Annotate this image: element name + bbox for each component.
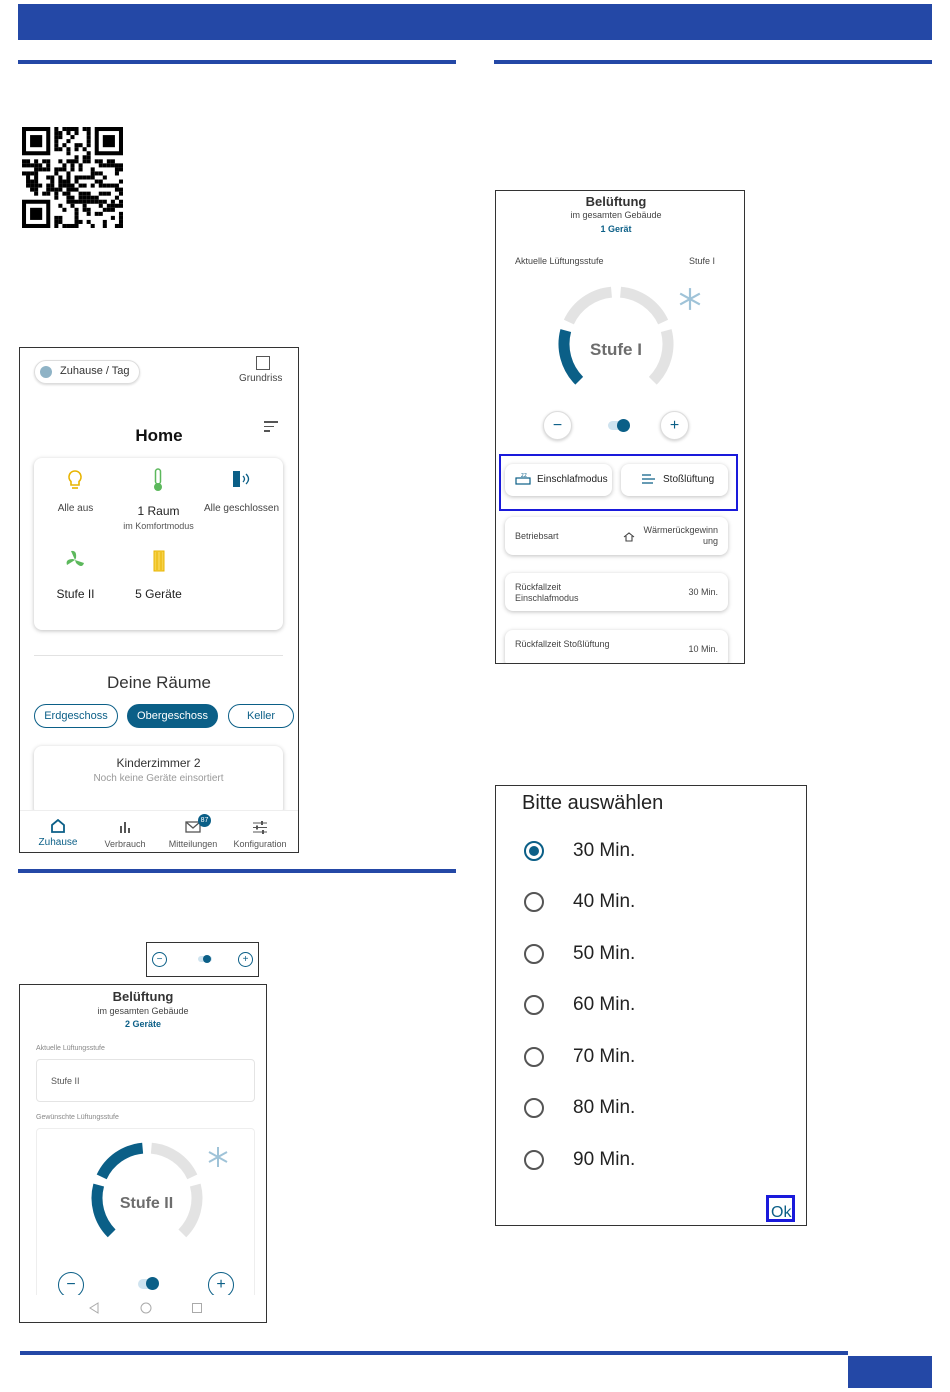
footer-rule	[20, 1351, 848, 1355]
radio-button[interactable]	[524, 1098, 544, 1118]
section-rule	[494, 60, 932, 64]
dial-label: Stufe I	[590, 340, 642, 359]
minus-button[interactable]: −	[152, 952, 167, 967]
setting-value: 10 Min.	[688, 644, 718, 654]
option-label[interactable]: 90 Min.	[573, 1149, 636, 1170]
option-label[interactable]: 40 Min.	[573, 891, 636, 912]
room-card[interactable]	[34, 746, 283, 816]
nav-label: Mitteilungen	[168, 839, 218, 849]
sliders-icon	[252, 821, 268, 834]
dial-segment	[569, 292, 612, 322]
current-level-value: Stufe II	[51, 1076, 80, 1086]
qr-code	[22, 127, 123, 228]
radio-button[interactable]	[524, 1047, 544, 1067]
time-picker-dialog	[495, 785, 807, 1226]
floor-chip-obergeschoss[interactable]: Obergeschoss	[127, 704, 218, 728]
floorplan-label[interactable]: Grundriss	[239, 373, 283, 384]
bottom-nav	[20, 810, 298, 853]
home-circle-icon[interactable]	[140, 1302, 152, 1314]
tile-label: Stufe II	[56, 587, 95, 601]
dialog-title: Bitte auswählen	[522, 792, 664, 814]
sleep-icon	[515, 472, 531, 486]
option-label[interactable]: 70 Min.	[573, 1046, 636, 1067]
heat-recovery-icon	[623, 531, 635, 543]
option-label[interactable]: 30 Min.	[573, 840, 636, 861]
nav-zuhause[interactable]	[28, 815, 88, 851]
bulb-icon	[67, 470, 83, 492]
setting-value: Wärmerückgewinn ung	[643, 525, 718, 546]
dial-segment	[621, 292, 664, 322]
bar-chart-icon	[118, 821, 132, 833]
option-label[interactable]: 60 Min.	[573, 994, 636, 1015]
system-nav-bar	[20, 1295, 266, 1322]
vent-title: Belüftung	[585, 194, 647, 209]
setting-label: Rückfallzeit Einschlafmodus	[515, 582, 579, 603]
status-card	[34, 458, 283, 630]
sleep-mode-label: Einschlafmodus	[537, 474, 608, 485]
window-wind-icon	[641, 472, 657, 486]
dial-segment	[151, 1148, 192, 1177]
boost-ventilation-label: Stoßlüftung	[663, 474, 715, 485]
ventilation-screenshot-two	[19, 984, 267, 1323]
control-strip	[146, 942, 259, 977]
toggle-knob	[203, 955, 211, 963]
setting-row-mode[interactable]	[505, 517, 728, 555]
current-level-label: Aktuelle Lüftungsstufe	[515, 256, 604, 266]
nav-konfiguration[interactable]	[228, 815, 292, 851]
vent-devices: 2 Geräte	[124, 1019, 162, 1029]
notification-badge: 87	[198, 814, 211, 827]
room-name: Kinderzimmer 2	[116, 756, 201, 770]
section-rule	[18, 60, 456, 64]
vent-devices: 1 Gerät	[600, 224, 632, 234]
door-icon	[231, 470, 253, 488]
floorplan-icon[interactable]	[256, 356, 270, 370]
tile-sublabel: im Komfortmodus	[123, 521, 194, 531]
setting-label: Rückfallzeit Stoßlüftung	[515, 639, 610, 649]
page-title: Home	[135, 426, 183, 445]
setting-label: Betriebsart	[515, 531, 559, 541]
snowflake-icon	[207, 1146, 229, 1168]
location-label: Zuhause / Tag	[60, 365, 130, 377]
home-icon	[50, 819, 66, 833]
desired-level-label: Gewünschte Lüftungsstufe	[36, 1114, 119, 1121]
rooms-title: Deine Räume	[107, 673, 211, 692]
tile-label: 5 Geräte	[135, 587, 182, 601]
current-level-value: Stufe I	[689, 256, 716, 266]
radio-button[interactable]	[524, 944, 544, 964]
toggle-knob	[617, 419, 630, 432]
radio-button[interactable]	[524, 995, 544, 1015]
radio-button[interactable]	[524, 841, 544, 861]
option-label[interactable]: 50 Min.	[573, 943, 636, 964]
plus-button[interactable]: +	[208, 1272, 234, 1298]
section-rule	[18, 869, 456, 873]
ok-button[interactable]	[766, 1195, 795, 1222]
tile-label: 1 Raum	[137, 504, 180, 518]
divider	[34, 655, 283, 656]
option-label[interactable]: 80 Min.	[573, 1097, 636, 1118]
floor-chip-erdgeschoss[interactable]: Erdgeschoss	[34, 704, 118, 728]
radio-button[interactable]	[524, 1150, 544, 1170]
thermometer-icon	[152, 468, 164, 492]
vent-scope: im gesamten Gebäude	[570, 210, 662, 220]
floor-chip-keller[interactable]: Keller	[228, 704, 294, 728]
radiator-icon	[153, 550, 165, 572]
setting-row-sleep-timeout[interactable]	[505, 573, 728, 611]
dial-label: Stufe II	[119, 1195, 174, 1212]
radio-button[interactable]	[524, 892, 544, 912]
nav-label: Zuhause	[38, 837, 78, 848]
tile-doors[interactable]	[200, 458, 283, 538]
svg-text:zz: zz	[521, 473, 527, 479]
nav-label: Verbrauch	[104, 839, 146, 849]
vent-scope: im gesamten Gebäude	[97, 1006, 189, 1016]
location-icon	[40, 366, 52, 378]
vent-title: Belüftung	[112, 989, 174, 1004]
home-screenshot	[19, 347, 299, 853]
setting-row-boost-timeout[interactable]	[505, 630, 728, 664]
nav-label: Konfiguration	[233, 839, 287, 849]
header-bar	[18, 4, 932, 40]
current-level-field	[36, 1059, 255, 1102]
tile-lights[interactable]	[34, 458, 117, 538]
nav-mitteilungen[interactable]	[162, 815, 224, 851]
tile-ventilation[interactable]	[34, 542, 117, 622]
fan-icon	[65, 550, 85, 570]
minus-button[interactable]: −	[58, 1272, 84, 1298]
current-level-label: Aktuelle Lüftungsstufe	[36, 1045, 105, 1052]
minus-button[interactable]: −	[543, 411, 572, 440]
tile-label: Alle aus	[57, 503, 94, 514]
setting-value: 30 Min.	[688, 587, 718, 597]
plus-button[interactable]: +	[238, 952, 253, 967]
tile-devices[interactable]	[117, 542, 200, 622]
plus-button[interactable]: +	[660, 411, 689, 440]
tile-heating[interactable]	[117, 458, 200, 538]
tile-label: Alle geschlossen	[203, 503, 280, 514]
ventilation-screenshot-one	[495, 190, 745, 664]
page-number-box	[848, 1356, 932, 1388]
recents-icon[interactable]	[191, 1302, 203, 1314]
dial-segment	[102, 1148, 143, 1177]
location-chip[interactable]	[34, 360, 140, 384]
snowflake-icon	[678, 287, 702, 311]
room-note: Noch keine Geräte einsortiert	[93, 773, 224, 784]
nav-verbrauch[interactable]	[95, 815, 155, 851]
ok-label: Ok	[771, 1204, 792, 1221]
back-icon[interactable]	[88, 1302, 100, 1314]
boost-ventilation-button[interactable]	[621, 464, 728, 496]
sort-icon[interactable]	[264, 421, 278, 432]
sleep-mode-button[interactable]	[505, 464, 612, 496]
toggle-knob	[146, 1277, 159, 1290]
